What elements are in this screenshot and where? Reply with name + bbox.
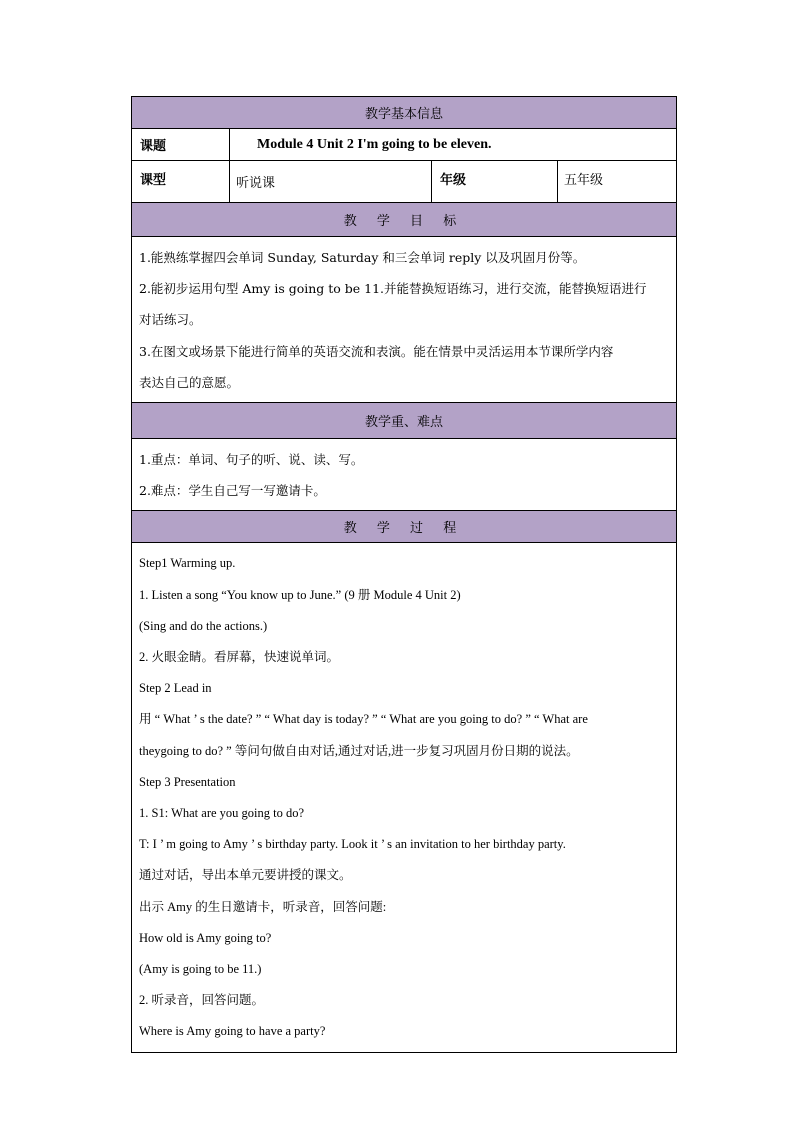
process-line: Step 3 Presentation	[139, 774, 236, 789]
topic-label: 课题	[140, 139, 167, 154]
process-line: Step 2 Lead in	[139, 681, 212, 696]
grade-value: 五年级	[557, 161, 676, 202]
goal-line: 2.能初步运用句型 Amy is going to be 11.并能替换短语练习，进行交流，能替换短语进行	[139, 281, 647, 297]
process-line: Step1 Warming up.	[139, 556, 236, 571]
process-header	[132, 511, 676, 543]
goal-line: 3.在图文或场景下能进行简单的英语交流和表演。能在情景中灵活运用本节课所学内容	[139, 343, 614, 359]
basic-info-title: 教学基本信息	[364, 107, 443, 122]
goals-body	[132, 237, 676, 403]
process-line: 2. 听录音，回答问题。	[139, 993, 265, 1008]
key-point-line: 1.重点：单词、句子的听、说、读、写。	[139, 452, 364, 468]
goal-line: 表达自己的意愿。	[139, 374, 240, 390]
topic-row	[132, 129, 676, 161]
process-line: (Amy is going to be 11.)	[139, 962, 262, 977]
type-value: 听说课	[229, 161, 431, 202]
process-line: 1. Listen a song “You know up to June.” (9 册 Module 4 Unit 2)	[139, 587, 461, 602]
process-body	[132, 543, 676, 1051]
type-label: 课型	[140, 173, 167, 188]
key-points-header	[132, 403, 676, 439]
process-line: 出示 Amy 的生日邀请卡，听录音，回答问题:	[139, 899, 387, 914]
type-grade-row	[132, 161, 676, 203]
process-line: 2. 火眼金睛。看屏幕，快速说单词。	[139, 650, 340, 665]
topic-value: Module 4 Unit 2 I'm going to be eleven.	[229, 129, 676, 160]
key-point-line: 2.难点：学生自己写一写邀请卡。	[139, 483, 326, 499]
lesson-plan-table	[131, 96, 677, 1053]
process-title: 教 学 过 程	[343, 521, 465, 537]
process-line: How old is Amy going to?	[139, 930, 272, 945]
key-points-body	[132, 439, 676, 511]
process-line: theygoing to do? ” 等问句做自由对话,通过对话,进一步复习巩固月份日期的说法。	[139, 743, 579, 758]
goals-title: 教 学 目 标	[343, 214, 465, 229]
goal-line: 对话练习。	[139, 312, 202, 328]
process-line: 用 “ What ’ s the date? ” “ What day is today? ” “ What are you going to do? ” “ What are	[139, 712, 588, 727]
goals-header	[132, 203, 676, 237]
grade-label: 年级	[431, 161, 557, 202]
key-points-title: 教学重、难点	[364, 415, 443, 431]
goal-line: 1.能熟练掌握四会单词 Sunday, Saturday 和三会单词 reply 以及巩固月份等。	[139, 250, 586, 265]
process-line: 1. S1: What are you going to do?	[139, 806, 305, 821]
basic-info-header	[132, 97, 676, 129]
process-line: 通过对话，导出本单元要讲授的课文。	[139, 868, 352, 883]
process-line: T: I ’ m going to Amy ’ s birthday party. Look it ’ s an invitation to her birthday party.	[139, 837, 566, 852]
process-line: Where is Amy going to have a party?	[139, 1024, 326, 1039]
process-line: (Sing and do the actions.)	[139, 618, 268, 633]
